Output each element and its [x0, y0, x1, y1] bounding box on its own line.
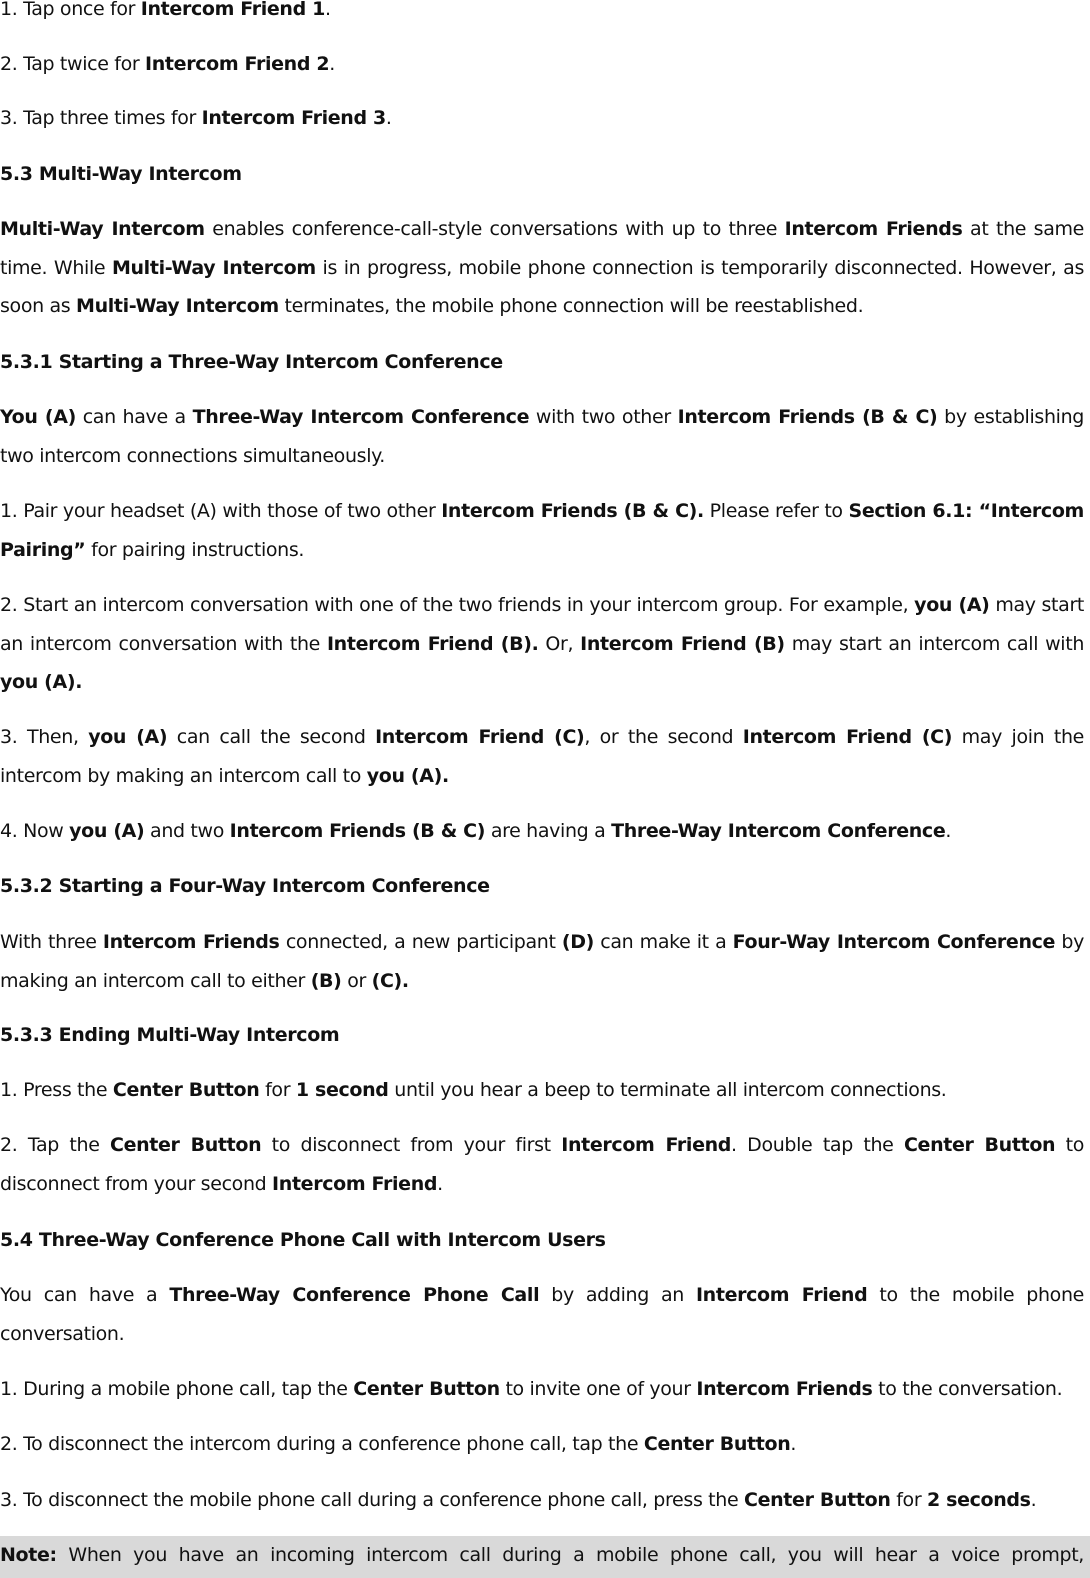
bold-text-run: Center Button [643, 1433, 791, 1455]
text-run: for [890, 1489, 927, 1511]
bold-text-run: Three-Way Conference Phone Call [169, 1284, 540, 1306]
text-run: can make it a [593, 931, 733, 953]
bold-text-run: 2 seconds [926, 1489, 1031, 1511]
text-run: . [437, 1172, 443, 1195]
bold-text-run: Multi-Way Intercom [111, 256, 316, 279]
bold-text-run: Center Button [112, 1079, 260, 1101]
bold-text-run: (B) [310, 969, 342, 992]
text-run: . [945, 820, 952, 842]
text-run: and two [144, 820, 230, 842]
text-run: is in progress, mobile phone connection is temporarily disconnected. However, as soon as [0, 256, 1085, 317]
text-run: to disconnect from your second [0, 1134, 1085, 1195]
text-run: . [385, 107, 392, 129]
bold-text-run: Intercom Friends (B & C) [229, 820, 486, 842]
bold-text-run: you (A). [0, 671, 83, 693]
text-run: 1. Press the [0, 1079, 113, 1101]
step-tap-three-times [0, 99, 1084, 138]
text-run: 3. Tap three times for [0, 107, 202, 129]
bold-text-run: Intercom Friend 1 [140, 0, 325, 20]
text-run: to invite one of your [499, 1378, 697, 1400]
bold-text-run: you (A). [366, 764, 449, 787]
bold-text-run: Intercom Friend [561, 1134, 732, 1156]
text-run: 4. Now [0, 820, 70, 842]
paragraph-three-way-phone-call [0, 1276, 1084, 1353]
text-run: Please refer to [703, 500, 849, 522]
text-run: connected, a new participant [279, 931, 562, 953]
step-call-second-friend [0, 718, 1084, 795]
heading-multi-way-intercom: 5.3 Multi-Way Intercom [0, 163, 242, 185]
text-run: until you hear a beep to terminate all intercom connections. [388, 1079, 947, 1101]
text-run: , or the second [584, 726, 743, 748]
text-run: can have a [75, 406, 193, 428]
text-run: . [329, 53, 335, 75]
bold-text-run: Center Button [903, 1134, 1056, 1156]
bold-text-run: Intercom Friend (B). [326, 632, 539, 655]
bold-text-run: Four-Way Intercom Conference [732, 931, 1056, 953]
step-three-way-active [0, 812, 1084, 851]
bold-text-run: Intercom Friend 2 [145, 53, 330, 75]
bold-text-run: Multi-Way Intercom [76, 295, 279, 317]
bold-text-run: (C). [371, 969, 409, 992]
bold-text-run: you (A) [69, 820, 145, 842]
bold-text-run: (D) [561, 931, 594, 953]
bold-text-run: Center Button [353, 1378, 500, 1400]
step-tap-twice [0, 45, 1084, 84]
bold-text-run: Intercom Friend (C) [375, 726, 585, 748]
bold-text-run: 1 second [295, 1079, 389, 1101]
text-run: with two other [529, 406, 678, 428]
bold-text-run: You (A) [0, 406, 76, 428]
bold-text-run: Intercom Friend [695, 1284, 868, 1306]
step-tap-center-button [0, 1126, 1084, 1203]
text-run: . Double tap the [731, 1134, 904, 1156]
bold-text-run: Center Button [744, 1489, 891, 1511]
bold-text-run: Three-Way Intercom Conference [611, 820, 946, 842]
text-run: 2. Tap twice for [0, 53, 146, 75]
bold-text-run: Intercom Friend (C) [742, 726, 953, 748]
text-run: 3. Then, [0, 726, 89, 748]
step-disconnect-intercom [0, 1425, 1084, 1464]
text-run: at the same time. While [0, 218, 1084, 279]
text-run: by making an intercom call to either [0, 931, 1084, 992]
bold-text-run: you (A) [914, 594, 990, 616]
step-invite-friend [0, 1370, 1084, 1409]
paragraph-three-way-intro [0, 398, 1084, 475]
text-run: . [1030, 1489, 1037, 1511]
text-run: may start an intercom conversation with the [0, 594, 1085, 655]
bold-text-run: Three-Way Intercom Conference [192, 406, 530, 428]
step-tap-once [0, 0, 1084, 29]
heading-four-way-conference: 5.3.2 Starting a Four-Way Intercom Conference [0, 875, 490, 897]
text-run: to the mobile phone conversation. [0, 1284, 1084, 1345]
text-run: may join the intercom by making an intercom call to [0, 726, 1085, 787]
note-text [0, 1536, 1084, 1575]
text-run: With three [0, 931, 103, 953]
bold-text-run: Note: [0, 1544, 57, 1566]
text-run: to disconnect from your first [261, 1134, 562, 1156]
bold-text-run: Intercom Friends (B & C). [441, 500, 704, 522]
text-run: 2. To disconnect the intercom during a conference phone call, tap the [0, 1433, 644, 1455]
bold-text-run: Multi-Way Intercom [0, 218, 205, 240]
bold-text-run: Intercom Friend 3 [201, 107, 386, 129]
text-run: may start an intercom call with [784, 632, 1085, 655]
step-pair-headset [0, 492, 1084, 569]
heading-three-way-phone-call: 5.4 Three-Way Conference Phone Call with Intercom Users [0, 1229, 606, 1251]
text-run: . [790, 1433, 797, 1455]
text-run: 3. To disconnect the mobile phone call during a conference phone call, press the [0, 1489, 744, 1511]
text-run: for pairing instructions. [85, 538, 305, 561]
bold-text-run: Intercom Friends (B & C) [677, 406, 938, 428]
text-run: enables conference-call-style conversations with up to three [204, 218, 785, 240]
text-run: can call the second [167, 726, 376, 748]
text-run: to the conversation. [872, 1378, 1063, 1400]
text-run: You can have a [0, 1284, 170, 1306]
text-run: are having a [485, 820, 612, 842]
bold-text-run: Intercom Friends [784, 218, 963, 240]
text-run: for [259, 1079, 296, 1101]
text-run: When you have an incoming intercom call during a mobile phone call, you will hear a voice prompt, [56, 1544, 1084, 1566]
step-start-conversation [0, 586, 1084, 702]
bold-text-run: Center Button [109, 1134, 262, 1156]
bold-text-run: you (A) [88, 726, 168, 748]
text-run: 2. Tap the [0, 1134, 110, 1156]
text-run: by establishing two intercom connections simultaneously. [0, 406, 1084, 467]
bold-text-run: Intercom Friends [696, 1378, 873, 1400]
step-disconnect-phone [0, 1481, 1084, 1520]
heading-ending-multi-way: 5.3.3 Ending Multi-Way Intercom [0, 1024, 340, 1046]
bold-text-run: Intercom Friends [102, 931, 280, 953]
text-run: 1. During a mobile phone call, tap the [0, 1378, 354, 1400]
text-run: Or, [538, 632, 581, 655]
step-press-center-button [0, 1071, 1084, 1110]
text-run: 1. Tap once for [0, 0, 141, 20]
bold-text-run: Section 6.1: “Intercom Pairing” [0, 500, 1084, 561]
bold-text-run: Intercom Friend [272, 1172, 438, 1195]
text-run: or [341, 969, 372, 992]
bold-text-run: Intercom Friend (B) [580, 632, 785, 655]
text-run: by adding an [539, 1284, 696, 1306]
text-run: 2. Start an intercom conversation with one of the two friends in your intercom group. For example, [0, 594, 915, 616]
paragraph-multi-way-intro [0, 210, 1084, 326]
text-run: terminates, the mobile phone connection will be reestablished. [278, 295, 864, 317]
paragraph-four-way [0, 923, 1084, 1000]
text-run: . [325, 0, 331, 20]
heading-three-way-conference: 5.3.1 Starting a Three-Way Intercom Conference [0, 351, 503, 373]
text-run: 1. Pair your headset (A) with those of two other [0, 500, 442, 522]
